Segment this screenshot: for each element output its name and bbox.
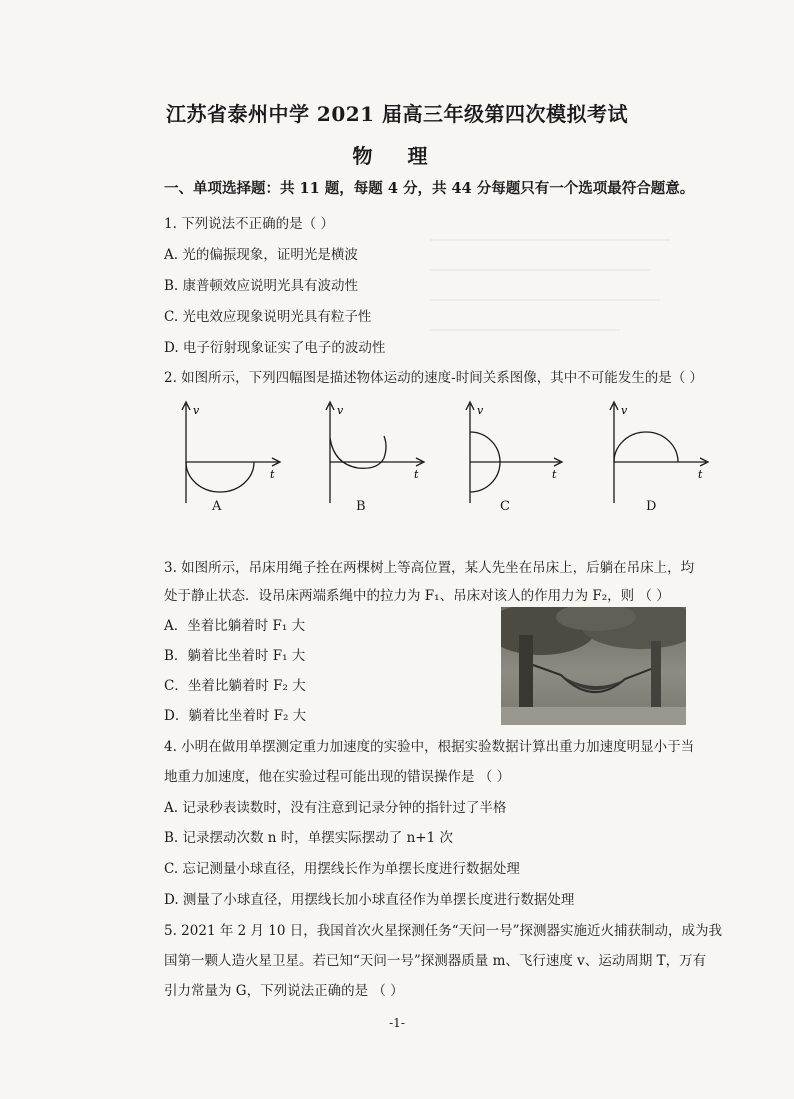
q4-option-b: B. 记录摆动次数 n 时，单摆实际摆动了 n+1 次 <box>164 830 453 846</box>
q5-line2: 国第一颗人造火星卫星。若已知“天问一号”探测器质量 m、飞行速度 v、运动周期 T，万有 <box>164 953 707 969</box>
graph-d-xlabel: t <box>698 468 703 481</box>
q5-line1: 5. 2021 年 2 月 10 日，我国首次火星探测任务“天问一号”探测器实施近火捕获制动，成为我 <box>164 923 723 939</box>
q3-option-b: B．躺着比坐着时 F₁ 大 <box>164 648 306 664</box>
bleed-through-lines <box>420 230 680 350</box>
graph-c-xlabel: t <box>552 468 557 481</box>
graph-b <box>322 398 432 508</box>
hammock-photo <box>501 607 686 725</box>
q4-option-c: C. 忘记测量小球直径，用摆线长作为单摆长度进行数据处理 <box>164 861 520 877</box>
q2-stem: 2. 如图所示，下列四幅图是描述物体运动的速度-时间关系图像，其中不可能发生的是（ ） <box>164 370 704 386</box>
graph-c-ylabel: v <box>477 404 484 417</box>
q1-stem: 1. 下列说法不正确的是（ ） <box>164 216 334 232</box>
graph-c-label: C <box>500 499 510 514</box>
graph-a-ylabel: v <box>193 404 200 417</box>
graph-a <box>178 398 288 508</box>
q4-stem-line1: 4. 小明在做用单摆测定重力加速度的实验中，根据实验数据计算出重力加速度明显小于当 <box>164 739 695 755</box>
graph-a-xlabel: t <box>270 468 275 481</box>
graph-d-label: D <box>646 499 657 514</box>
q1-option-d: D. 电子衍射现象证实了电子的波动性 <box>164 340 386 356</box>
page-number: -1- <box>389 1016 405 1030</box>
bleed-through-marks <box>420 230 680 350</box>
q1-option-b: B. 康普顿效应说明光具有波动性 <box>164 278 359 294</box>
q3-stem-line2: 处于静止状态．设吊床两端系绳中的拉力为 F₁、吊床对该人的作用力为 F₂，则 （ ） <box>164 588 670 604</box>
q5-line3: 引力常量为 G，下列说法正确的是 （ ） <box>164 983 404 999</box>
graph-b-xlabel: t <box>414 468 419 481</box>
section-heading: 一、单项选择题：共 11 题，每题 4 分，共 44 分每题只有一个选项最符合题意。 <box>164 180 695 197</box>
q4-option-d: D. 测量了小球直径，用摆线长加小球直径作为单摆长度进行数据处理 <box>164 892 575 908</box>
graph-b-ylabel: v <box>337 404 344 417</box>
q3-option-c: C．坐着比躺着时 F₂ 大 <box>164 678 306 694</box>
graph-d-ylabel: v <box>621 404 628 417</box>
graph-b-label: B <box>356 499 366 514</box>
q3-option-a: A．坐着比躺着时 F₁ 大 <box>164 618 306 634</box>
q4-option-a: A. 记录秒表读数时，没有注意到记录分钟的指针过了半格 <box>164 800 507 816</box>
graph-a-label: A <box>212 499 222 514</box>
q4-stem-line2: 地重力加速度，他在实验过程可能出现的错误操作是 （ ） <box>164 769 511 785</box>
q3-option-d: D．躺着比坐着时 F₂ 大 <box>164 708 307 724</box>
q3-stem-line1: 3. 如图所示，吊床用绳子拴在两棵树上等高位置，某人先坐在吊床上，后躺在吊床上，均 <box>164 560 695 576</box>
subject-title: 物 理 <box>352 144 442 168</box>
q1-option-a: A. 光的偏振现象，证明光是横波 <box>164 247 358 263</box>
graph-d <box>606 398 716 508</box>
page-title: 江苏省泰州中学 2021 届高三年级第四次模拟考试 <box>165 102 629 126</box>
q1-option-c: C. 光电效应现象说明光具有粒子性 <box>164 309 372 325</box>
graph-c <box>456 398 566 508</box>
